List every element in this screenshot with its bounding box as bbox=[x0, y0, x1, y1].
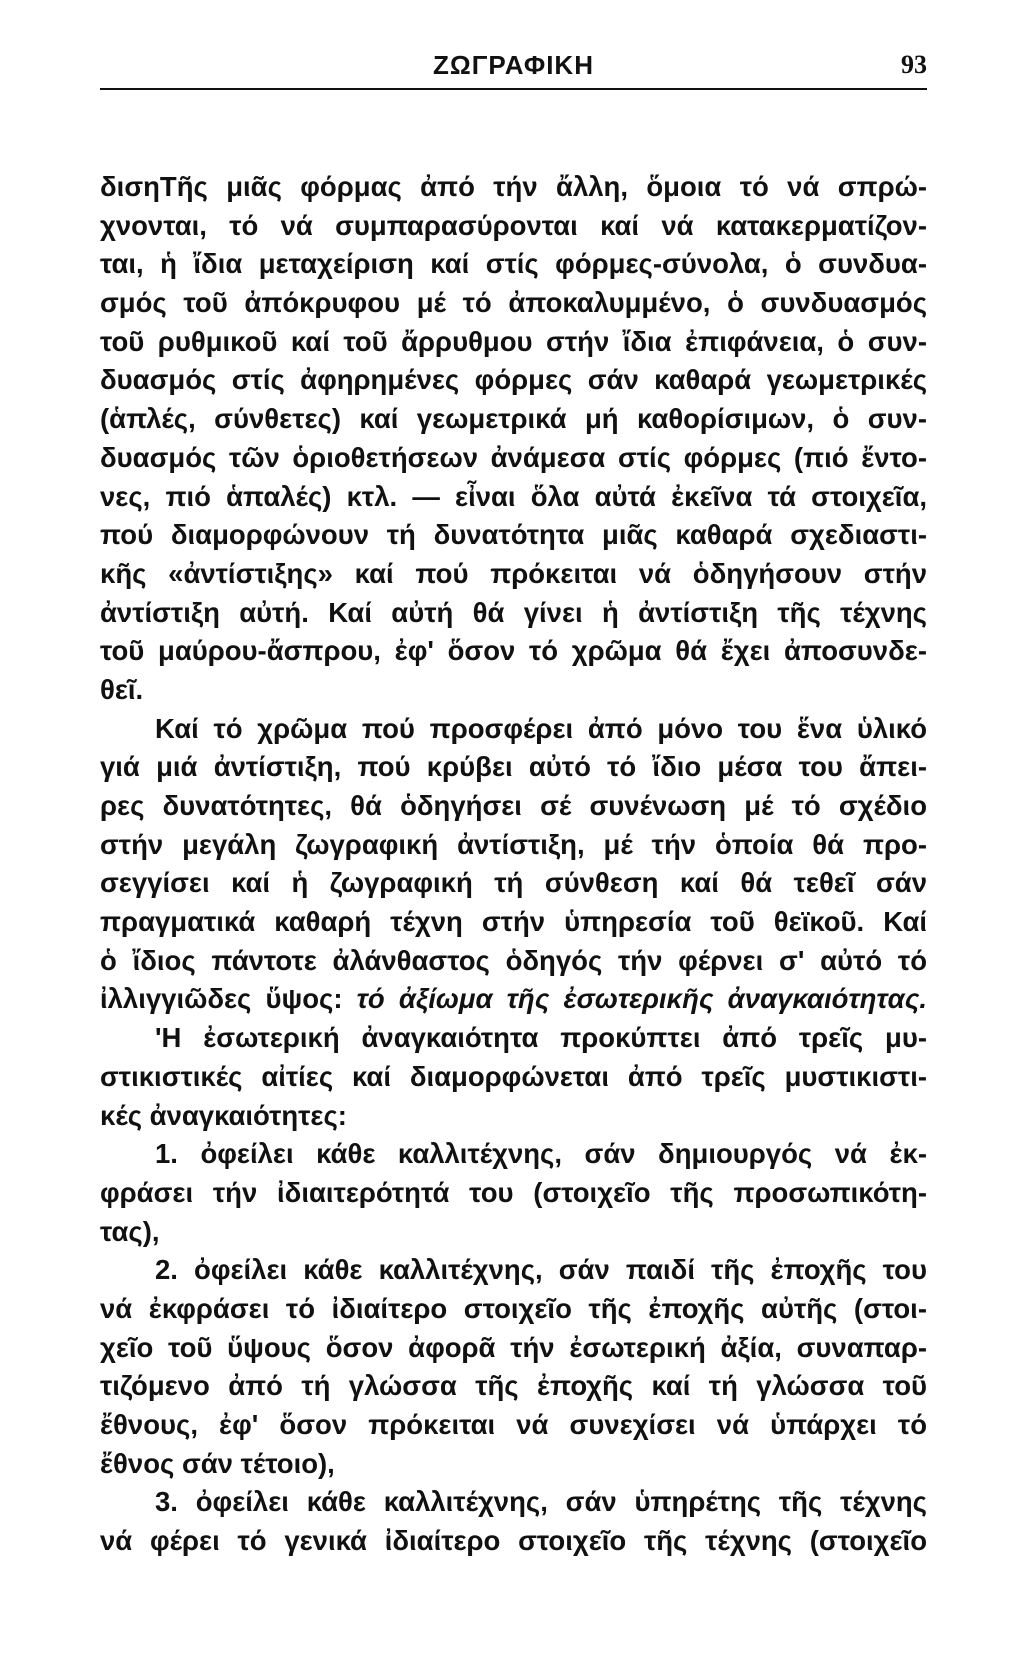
text-line: ρες δυνατότητες, θά ὁδηγήσει σέ συνένωση μέ τό σχέδιο bbox=[100, 790, 927, 821]
body-text bbox=[100, 168, 927, 1561]
text-line: 3. ὀφείλει κάθε καλλιτέχνης, σάν ὑπηρέτης τῆς τέχνης bbox=[155, 1486, 927, 1518]
text-line: δισηΤῆς μιᾶς φόρμας ἀπό τήν ἄλλη, ὅμοια τό νά σπρώ- bbox=[100, 171, 927, 202]
text-line: φράσει τήν ἰδιαιτερότητά του (στοιχεῖο τῆς προσωπικότη- bbox=[100, 1176, 927, 1208]
text-segment: ἰλλιγγιῶδες ὕψος: bbox=[100, 983, 343, 1015]
text-line: στήν μεγάλη ζωγραφική ἀντίστιξη, μέ τήν ὁποία θά προ- bbox=[100, 828, 927, 860]
page-header bbox=[100, 48, 927, 90]
text-line: κές ἀναγκαιότητες: bbox=[100, 1099, 347, 1131]
text-line: τοῦ ρυθμικοῦ καί τοῦ ἄρρυθμου στήν ἴδια ἐπιφάνεια, ὁ συν- bbox=[100, 325, 927, 357]
text-line: σεγγίσει καί ἡ ζωγραφική τή σύνθεση καί θά τεθεῖ σάν bbox=[100, 867, 927, 899]
text-line: σμός τοῦ ἀπόκρυφου μέ τό ἀποκαλυμμένο, ὁ συνδυασμός bbox=[100, 287, 927, 319]
text-line: χεῖο τοῦ ὕψους ὅσον ἀφορᾶ τήν ἐσωτερική ἀξία, συναπαρ- bbox=[100, 1331, 927, 1363]
text-line: ἀντίστιξη αὐτή. Καί αὐτή θά γίνει ἡ ἀντίστιξη τῆς τέχνης bbox=[100, 596, 927, 628]
text-line: κῆς «ἀντίστιξης» καί πού πρόκειται νά ὁδηγήσουν στήν bbox=[100, 557, 927, 589]
text-line: ὁ ἴδιος πάντοτε ἀλάνθαστος ὁδηγός τήν φέρνει σ' αὐτό τό bbox=[100, 944, 927, 976]
text-line: 2. ὀφείλει κάθε καλλιτέχνης, σάν παιδί τῆς ἐποχῆς του bbox=[155, 1254, 927, 1286]
text-line: νά φέρει τό γενικά ἰδιαίτερο στοιχεῖο τῆς τέχνης (στοιχεῖο bbox=[100, 1525, 927, 1557]
text-line: νά ἐκφράσει τό ἰδιαίτερο στοιχεῖο τῆς ἐποχῆς αὐτῆς (στοι- bbox=[100, 1292, 927, 1324]
running-title: ΖΩΓΡΑΦΙΚΗ bbox=[433, 50, 594, 80]
page-number: 93 bbox=[901, 50, 927, 79]
text-line: θεῖ. bbox=[100, 673, 144, 705]
text-line: πραγματικά καθαρή τέχνη στήν ὑπηρεσία τοῦ θεϊκοῦ. Καί bbox=[100, 906, 927, 938]
text-line: δυασμός στίς ἀφηρημένες φόρμες σάν καθαρά γεωμετρικές bbox=[100, 364, 927, 396]
text-line-with-italic bbox=[100, 980, 927, 1019]
text-line: τας), bbox=[100, 1215, 160, 1247]
text-line: ἔθνους, ἐφ' ὅσον πρόκειται νά συνεχίσει νά ὑπάρχει τό bbox=[100, 1409, 927, 1440]
text-line: (ἁπλές, σύνθετες) καί γεωμετρικά μή καθορίσιμων, ὁ συν- bbox=[100, 403, 927, 435]
text-line: νες, πιό ἁπαλές) κτλ. — εἶναι ὅλα αὐτά ἐκεῖνα τά στοιχεῖα, bbox=[100, 480, 927, 512]
text-line: ται, ἡ ἴδια μεταχείριση καί στίς φόρμες-σύνολα, ὁ συνδυα- bbox=[100, 248, 927, 280]
italic-phrase: τό ἀξίωμα τῆς ἐσωτερικῆς ἀναγκαιότητας. bbox=[356, 983, 927, 1015]
text-line: χνονται, τό νά συμπαρασύρονται καί νά κατακερματίζον- bbox=[100, 209, 927, 241]
text-line: τιζόμενο ἀπό τή γλώσσα τῆς ἐποχῆς καί τή γλώσσα τοῦ bbox=[100, 1370, 927, 1402]
text-line: δυασμός τῶν ὁριοθετήσεων ἀνάμεσα στίς φόρμες (πιό ἔντο- bbox=[100, 441, 927, 473]
text-line: πού διαμορφώνουν τή δυνατότητα μιᾶς καθαρά σχεδιαστι- bbox=[100, 519, 927, 551]
text-line: 1. ὀφείλει κάθε καλλιτέχνης, σάν δημιουργός νά ἐκ- bbox=[155, 1138, 927, 1170]
text-line: τοῦ μαύρου-ἄσπρου, ἐφ' ὅσον τό χρῶμα θά ἔχει ἀποσυνδε- bbox=[100, 635, 927, 667]
text-line: 'Η ἐσωτερική ἀναγκαιότητα προκύπτει ἀπό τρεῖς μυ- bbox=[155, 1022, 927, 1054]
text-line: Καί τό χρῶμα πού προσφέρει ἀπό μόνο του ἕνα ὑλικό bbox=[155, 712, 927, 744]
text-line: ἔθνος σάν τέτοιο), bbox=[100, 1447, 335, 1479]
text-line: γιά μιά ἀντίστιξη, πού κρύβει αὐτό τό ἴδιο μέσα του ἄπει- bbox=[100, 751, 927, 783]
text-line: στικιστικές αἰτίες καί διαμορφώνεται ἀπό τρεῖς μυστικιστι- bbox=[100, 1060, 927, 1092]
